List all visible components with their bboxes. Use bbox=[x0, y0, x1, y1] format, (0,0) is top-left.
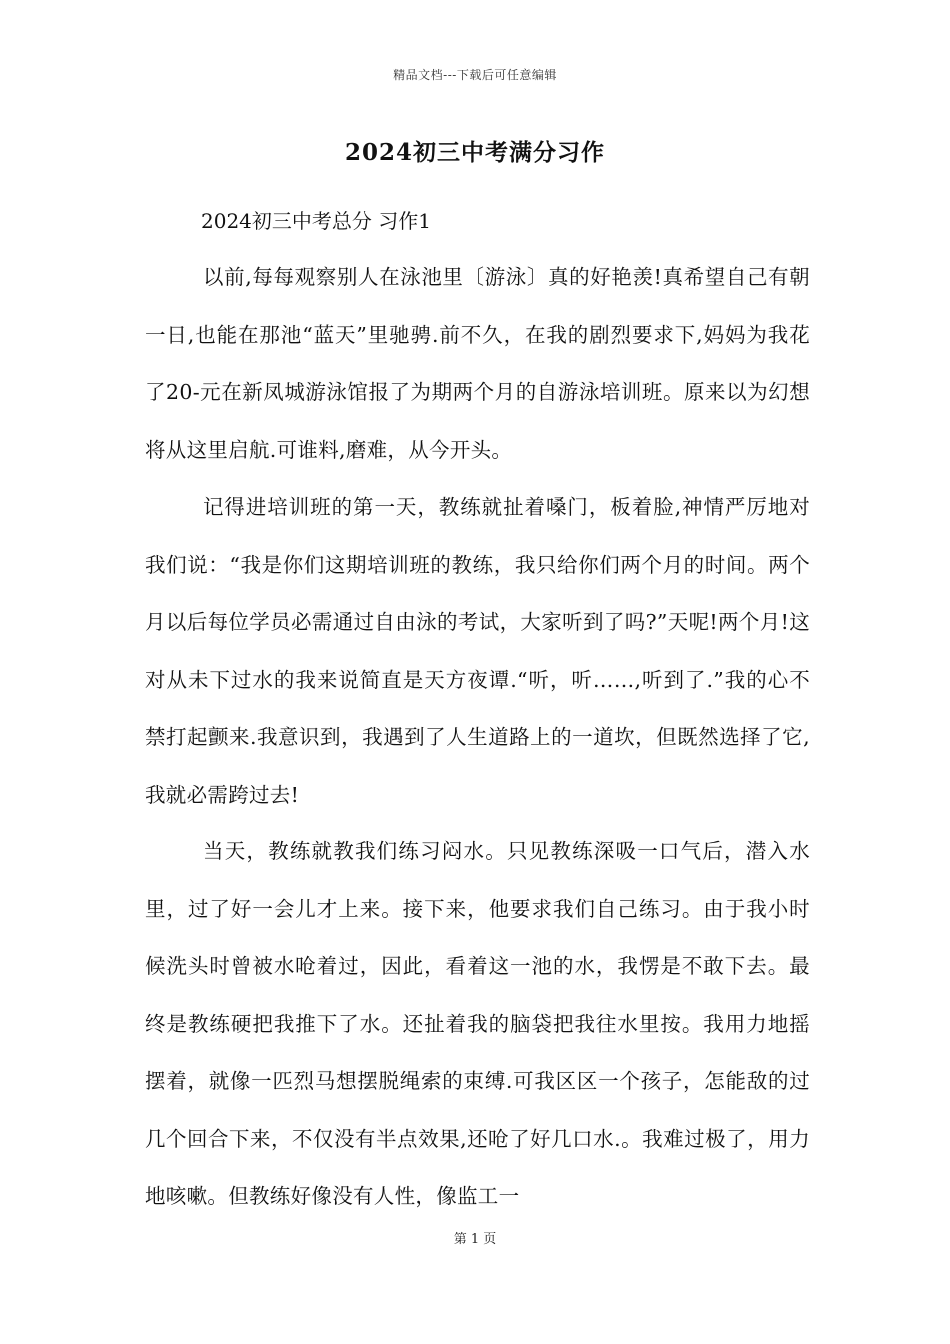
document-title: 2024初三中考满分习作 bbox=[344, 139, 605, 166]
paragraph: 记得进培训班的第一天，教练就扯着嗓门，板着脸,神情严厉地对我们说：“我是你们这期培训班的教练，我只给你们两个月的时间。两个月以后每位学员必需通过自由泳的考试，大家听到了吗?”天呢!两个月!这对从未下过水的我来说简直是天方夜谭.“听，听……,听到了.”我的心不禁打起颤来.我意识到，我遇到了人生道路上的一道坎，但既然选择了它,我就必需跨过去! bbox=[145, 495, 810, 807]
page-number: 第 1 页 bbox=[453, 1232, 497, 1247]
document-subtitle: 2024初三中考总分 习作1 bbox=[201, 209, 431, 233]
paragraph: 以前,每每观察别人在泳池里〔游泳〕真的好艳羡!真希望自己有朝一日,也能在那池“蓝天”里驰骋.前不久，在我的剧烈要求下,妈妈为我花了20-元在新凤城游泳馆报了为期两个月的自游泳培训班。原来以为幻想将从这里启航.可谁料,磨难，从今开头。 bbox=[145, 265, 810, 462]
paragraph: 当天，教练就教我们练习闷水。只见教练深吸一口气后，潜入水里，过了好一会儿才上来。接下来，他要求我们自己练习。由于我小时候洗头时曾被水呛着过，因此，看着这一池的水，我愣是不敢下去。最终是教练硬把我推下了水。还扯着我的脑袋把我往水里按。我用力地摇摆着，就像一匹烈马想摆脱绳索的束缚.可我区区一个孩子，怎能敌的过几个回合下来，不仅没有半点效果,还呛了好几口水.。我难过极了，用力地咳嗽。但教练好像没有人性，像监工一 bbox=[145, 839, 810, 1208]
document-header-note: 精品文档---下载后可任意编辑 bbox=[393, 68, 557, 82]
